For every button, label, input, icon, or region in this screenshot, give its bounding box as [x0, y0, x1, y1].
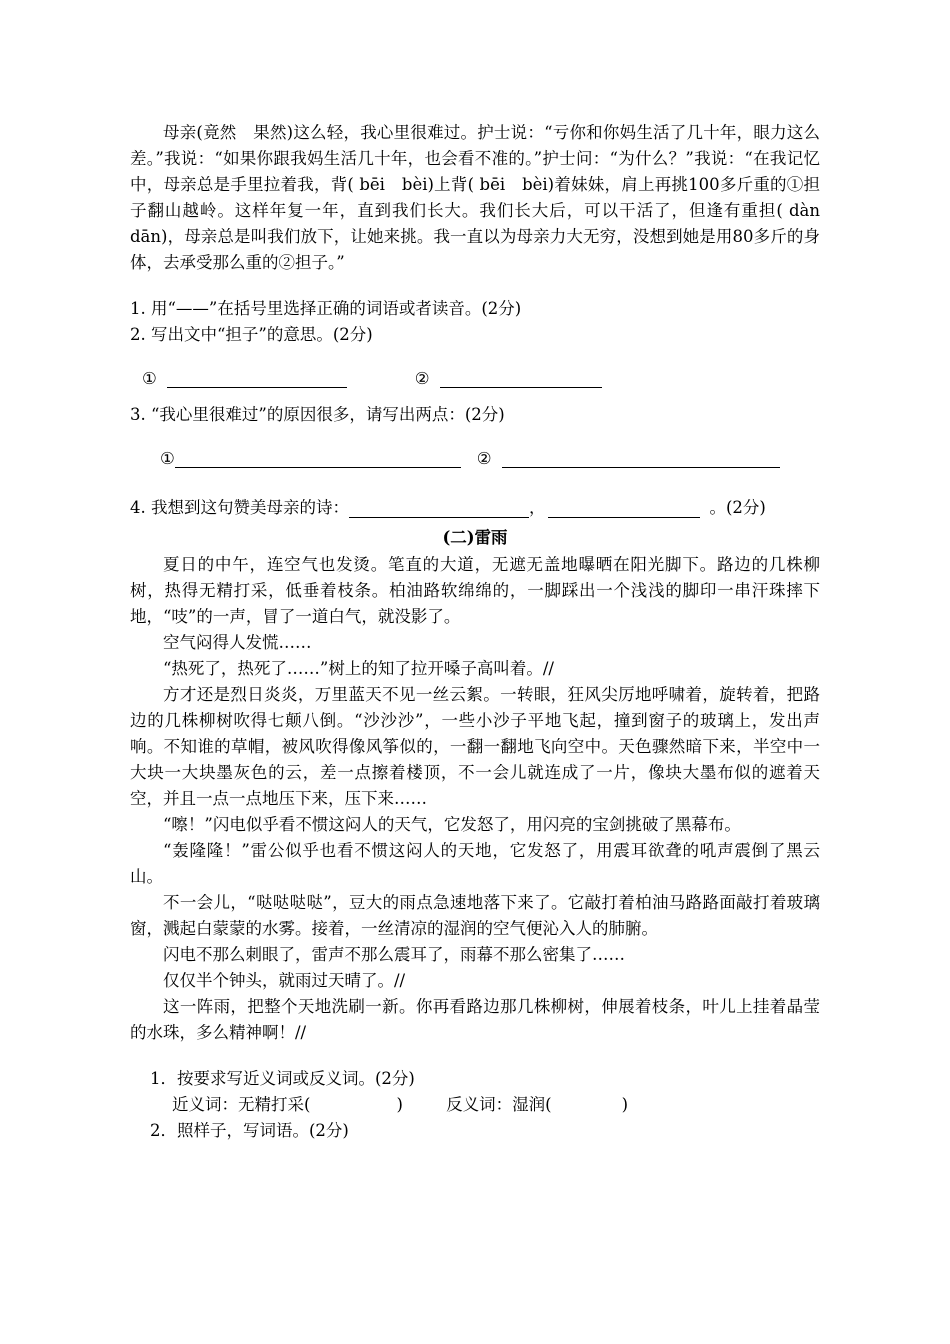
passage2-paragraph-8: 闪电不那么刺眼了，雷声不那么震耳了，雨幕不那么密集了…… — [163, 945, 625, 964]
question2-1-blanks — [130, 1092, 820, 1118]
question1-4-comma: ， — [529, 498, 546, 517]
passage2-paragraph-1: 夏日的中午，连空气也发烫。笔直的大道，无遮无盖地曝晒在阳光脚下。路边的几株柳树，热得无精打采，低垂着枝条。柏油路软绵绵的，一脚踩出一个浅浅的脚印一串汗珠摔下地，“吱”的一声，冒了一道白气，就没影了。 — [130, 555, 820, 626]
answer-row-q2 — [130, 348, 820, 388]
question1-2: 2. 写出文中“担子”的意思。(2分) — [130, 325, 373, 344]
passage2-paragraph-3: “热死了，热死了……”树上的知了拉开嗓子高叫着。// — [163, 659, 554, 678]
passage2-paragraph-9: 仅仅半个钟头，就雨过天晴了。// — [163, 971, 406, 990]
answer-row-q3 — [130, 428, 820, 468]
answer-blank-q2-1[interactable] — [167, 369, 347, 388]
answer-marker-2: ② — [414, 369, 430, 388]
passage2-paragraph-4: 方才还是烈日炎炎，万里蓝天不见一丝云絮。一转眼，狂风尖厉地呼啸着，旋转着，把路边的几株柳树吹得七颠八倒。“沙沙沙”，一些小沙子平地飞起，撞到窗子的玻璃上，发出声响。不知谁的草帽，被风吹得像风筝似的，一翻一翻地飞向空中。天色骤然暗下来，半空中一大块一大块墨灰色的云，差一点擦着楼顶，不一会儿就连成了一片，像块大墨布似的遮着天空，并且一点一点地压下来，压下来…… — [130, 685, 820, 808]
passage1-paragraph: 母亲(竟然 果然)这么轻，我心里很难过。护士说：“亏你和你妈生活了几十年，眼力这么差。”我说：“如果你跟我妈生活几十年，也会看不准的。”护士问：“为什么？”我说：“在我记忆中，母亲总是手里拉着我，背( bēi bèi)上背( bēi bèi)着妹妹，肩上再挑100多斤重的①担子翻山越岭。这样年复一年，直到我们长大。我们长大后，可以干活了，但逢有重担( dàn dān)，母亲总是叫我们放下，让她来挑。我一直以为母亲力大无穷，没想到她是用80多斤的身体，去承受那么重的②担子。” — [130, 123, 837, 272]
answer-blank-q3-2[interactable] — [502, 449, 780, 468]
answer-blank-q4-2[interactable] — [548, 499, 700, 518]
answer-marker-2: ② — [476, 449, 492, 468]
antonym-label: 反义词：湿润( — [446, 1095, 552, 1114]
question1-4-suffix: 。(2分) — [709, 498, 766, 517]
passage2-paragraph-10: 这一阵雨，把整个天地洗刷一新。你再看路边那几株柳树，伸展着枝条，叶儿上挂着晶莹的水珠，多么精神啊！// — [130, 997, 820, 1042]
exam-page — [130, 120, 837, 1144]
question2-2: 2．照样子，写词语。(2分) — [150, 1121, 349, 1140]
antonym-blank[interactable] — [552, 1092, 622, 1110]
passage2-title: (二)雷雨 — [442, 528, 508, 547]
synonym-blank[interactable] — [310, 1092, 396, 1110]
passage2-paragraph-2: 空气闷得人发慌…… — [163, 633, 312, 652]
question1-4 — [130, 468, 820, 518]
question1-3: 3. “我心里很难过”的原因很多，请写出两点：(2分) — [130, 405, 505, 424]
passage2-paragraph-6: “轰隆隆！”雷公似乎也看不惯这闷人的天地，它发怒了，用震耳欲聋的吼声震倒了黑云山。 — [130, 841, 820, 886]
antonym-close: ) — [621, 1095, 628, 1114]
passage2-paragraph-5: “嚓！”闪电似乎看不惯这闷人的天气，它发怒了，用闪亮的宝剑挑破了黑幕布。 — [163, 815, 741, 834]
answer-marker-1: ① — [160, 449, 175, 468]
answer-marker-1: ① — [142, 369, 157, 388]
synonym-label: 近义词：无精打采( — [172, 1095, 311, 1114]
question2-1: 1．按要求写近义词或反义词。(2分) — [150, 1069, 415, 1088]
passage2-paragraph-7: 不一会儿，“哒哒哒哒”，豆大的雨点急速地落下来了。它敲打着柏油马路路面敲打着玻璃窗，溅起白蒙蒙的水雾。接着，一丝清凉的湿润的空气便沁入人的肺腑。 — [130, 893, 820, 938]
answer-blank-q2-2[interactable] — [440, 369, 602, 388]
synonym-close: ) — [396, 1095, 403, 1114]
question1-4-prefix: 4. 我想到这句赞美母亲的诗： — [130, 498, 349, 517]
question1-1: 1. 用“——”在括号里选择正确的词语或者读音。(2分) — [130, 299, 522, 318]
answer-blank-q3-1[interactable] — [175, 449, 461, 468]
answer-blank-q4-1[interactable] — [349, 499, 529, 518]
